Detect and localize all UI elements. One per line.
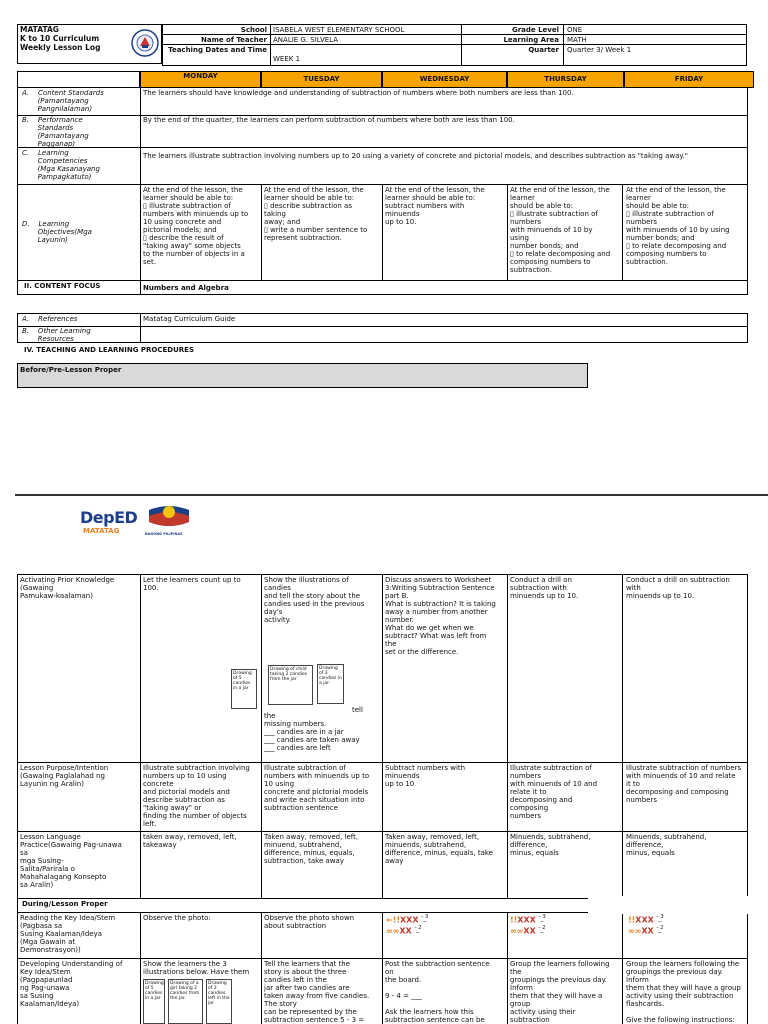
objectives-monday: At the end of the lesson, the learner should be able to: ▯ illustrate subtraction of numbers with minuends up to 10 using concrete and pictorial models; and ▯ describe the result of "taking away" some objects to the number of objects in a set. [143,186,249,266]
drawing-placeholder: Drawing of 3 candies in a jar [317,664,344,704]
learning-competencies-label: C. Learning Competencies (Mga Kasanayang Pampagkatuto) [22,149,100,181]
grade-value: ONE [567,26,583,34]
drawing-placeholder: Drawing of 3 candies left in the jar [206,979,232,1024]
developing-understanding-label: Developing Understanding of Key Idea/Stem (Pagpapaunlad ng Pag-unawa sa Susing Kaalaman/Ideya) [20,960,123,1008]
deped-seal-icon [130,28,160,58]
objectives-friday: At the end of the lesson, the learner should be able to: ▯ illustrate subtraction of numbers with minuends of 10 by using number bonds; and ▯ to relate decomposing and composing numbers to subtraction. [626,186,730,266]
school-label: School [240,26,267,34]
teacher-value: ANALIE G. SILVELA [273,36,338,44]
learning-competencies-text: The learners illustrate subtraction involving numbers up to 20 using a variety of concrete and pictorial models, and describes subtraction as "taking away." [143,152,688,160]
developing-understanding-friday: Group the learners following the groupings the previous day. Inform them that they will have a group activity using their subtraction flashcards. Give the following instructions: [626,960,741,1024]
lesson-purpose-monday: Illustrate subtraction involving numbers up to 10 using concrete and pictorial models and describe subtraction as "taking away" or finding the number of objects left. [143,764,250,828]
lesson-language-thursday: Minuends, subtrahend, difference, minus, equals [510,833,591,857]
lesson-language-tuesday: Taken away, removed, left, minuend, subtrahend, difference, minus, equals, subtraction, take away [264,833,359,865]
before-lesson-bar [17,363,588,388]
during-lesson-label: During/Lesson Proper [22,900,108,908]
day-header-wednesday: WEDNESDAY [382,71,507,88]
developing-understanding-thursday: Group the learners following the groupings the previous day. Inform them that they will have a group activity using their subtraction [510,960,610,1024]
school-value: ISABELA WEST ELEMENTARY SCHOOL [273,26,405,34]
header-title-line: MATATAG [20,25,59,34]
performance-standards-text: By the end of the quarter, the learners can perform subtraction of numbers where both are less than 100. [143,116,515,124]
apk-friday: Conduct a drill on subtraction with minuends up to 10. [626,576,730,600]
developing-understanding-monday: Show the learners the 3 illustrations below. Have them [143,960,250,976]
apk-label: Activating Prior Knowledge (Gawaing Pamukaw-kaalaman) [20,576,115,600]
objectives-thursday: At the end of the lesson, the learner should be able to: ▯ illustrate subtraction of numbers with minuends of 10 by using number bonds; and ▯ to relate decomposing and composing numbers to subtraction. [510,186,611,274]
performance-standards-label: B. Performance Standards (Pamantayang Pagganap) [22,116,89,147]
reading-key-idea-tuesday: Observe the photo shown about subtraction [264,914,355,930]
objectives-wednesday: At the end of the lesson, the learner should be able to: subtract numbers with minuends up to 10. [385,186,485,226]
drawing-placeholder: Drawing of a girl taking 2 candies from the jar. [168,979,203,1024]
subtraction-picture: ←!!XXX – 3 ─ ∞∞XX – 2 ─ [386,914,429,936]
header-title-line: Weekly Lesson Log [20,43,101,52]
drawing-placeholder: Drawing of 5 candies in a jar [143,979,165,1024]
lesson-purpose-label: Lesson Purpose/Intention (Gawaing Paglalahad ng Layunin ng Aralin) [20,764,109,788]
lesson-purpose-tuesday: Illustrate subtraction of numbers with minuends up to 10 using concrete and pictorial models and write each situation into subtraction sentence [264,764,370,812]
corner-cell [17,71,140,88]
content-focus-label: II. CONTENT FOCUS [24,282,101,290]
grade-label: Grade Level [511,26,559,34]
quarter-label: Quarter [528,46,559,54]
matatag-logo: MATATAG [83,527,120,535]
day-header-friday: FRIDAY [624,71,754,88]
lesson-language-wednesday: Taken away, removed, left, minuends, subtrahend, difference, minus, equals, take away [385,833,493,865]
deped-logo: DepED [80,508,138,527]
lesson-language-friday: Minuends, subtrahend, difference, minus, equals [626,833,707,857]
day-header-thursday: THURSDAY [507,71,624,88]
page-divider [15,494,768,496]
header-info-table [162,24,747,66]
lesson-purpose-wednesday: Subtract numbers with minuends up to 10 [385,764,466,788]
bagong-pilipinas-logo-icon [145,500,193,532]
apk-tuesday-tell: tell [352,706,363,714]
drawing-placeholder: Drawing of child taking 2 candies from the jar [268,665,313,705]
developing-understanding-tuesday: Tell the learners that the story is about the three candies left in the jar after two candies are taken away from five candies. The story can be represented by the subtraction sentence 5 - 3 = [264,960,370,1024]
dates-value: WEEK 1 [273,55,301,63]
lesson-language-label: Lesson Language Practice(Gawaing Pag-unawa sa mga Susing- Salita/Parirala o Mahahalagang Konsepto sa Aralin) [20,833,122,889]
reading-key-idea-label: Reading the Key Idea/Stem (Pagbasa sa Susing Kaalaman/Ideya (Mga Gawain at Demonstrasyon)) [20,914,116,954]
references-label: A. References [22,315,78,323]
references-text: Matatag Curriculum Guide [143,315,236,323]
area-value: MATH [567,36,587,44]
header-title-line: K to 10 Curriculum [20,34,100,43]
developing-understanding-wednesday: Post the subtraction sentence on the board. 9 - 4 = ___ Ask the learners how this subtraction sentence can be [385,960,490,1024]
apk-tuesday-missing: the missing numbers. ___ candies are in a jar ___ candies are taken away ___ candies are left [264,712,360,752]
subtraction-picture: !!XXX – 3 ─ ∞∞XX – 2 ─ [510,914,546,936]
apk-wednesday: Discuss answers to Worksheet 3:Writing Subtraction Sentence part B. What is subtraction? It is taking away a number from another number. What do we get when we subtract? What was left from the set or the difference. [385,576,496,656]
area-label: Learning Area [503,36,559,44]
lesson-purpose-thursday: Illustrate subtraction of numbers with minuends of 10 and relate it to decomposing and composing numbers [510,764,598,820]
teacher-label: Name of Teacher [200,36,267,44]
teaching-procedures-label: IV. TEACHING AND LEARNING PROCEDURES [24,346,195,354]
lesson-language-monday: taken away, removed, left, takeaway [143,833,237,849]
subtraction-picture: !!XXX – 3 ─ ∞∞XX – 2 ─ [628,914,664,936]
apk-tuesday: Show the illustrations of candies and tell the story about the candies used in the previous day's activity. [264,576,365,624]
day-header-monday: MONDAY [140,71,261,88]
content-focus-text: Numbers and Algebra [143,284,229,292]
lesson-purpose-friday: Illustrate subtraction of numbers with minuends of 10 and relate it to decomposing and composing numbers [626,764,742,804]
apk-monday: Let the learners count up to 100. [143,576,241,592]
content-standards-label: A. Content Standards (Pamantayang Pangnilalaman) [22,89,104,113]
quarter-value: Quarter 3/ Week 1 [567,46,632,54]
learning-objectives-label: D. Learning Objectives(Mga Layunin) [22,220,92,244]
other-resources-label: B. Other Learning Resources [22,327,91,343]
before-lesson-label: Before/Pre-Lesson Proper [20,366,122,374]
apk-thursday: Conduct a drill on subtraction with minuends up to 10. [510,576,579,600]
dates-label: Teaching Dates and Time [168,46,267,54]
drawing-placeholder: Drawing of 5 candies in a jar [231,669,257,709]
day-header-tuesday: TUESDAY [261,71,382,88]
objectives-tuesday: At the end of the lesson, the learner should be able to: ▯ describe subtraction as taking away; and ▯ write a number sentence to represent subtraction. [264,186,368,242]
content-standards-text: The learners should have knowledge and understanding of subtraction of numbers where both numbers are less than 100. [143,89,574,97]
bagong-pilipinas-text: BAGONG PILIPINAS [145,532,183,536]
reading-key-idea-monday: Observe the photo: [143,914,211,922]
